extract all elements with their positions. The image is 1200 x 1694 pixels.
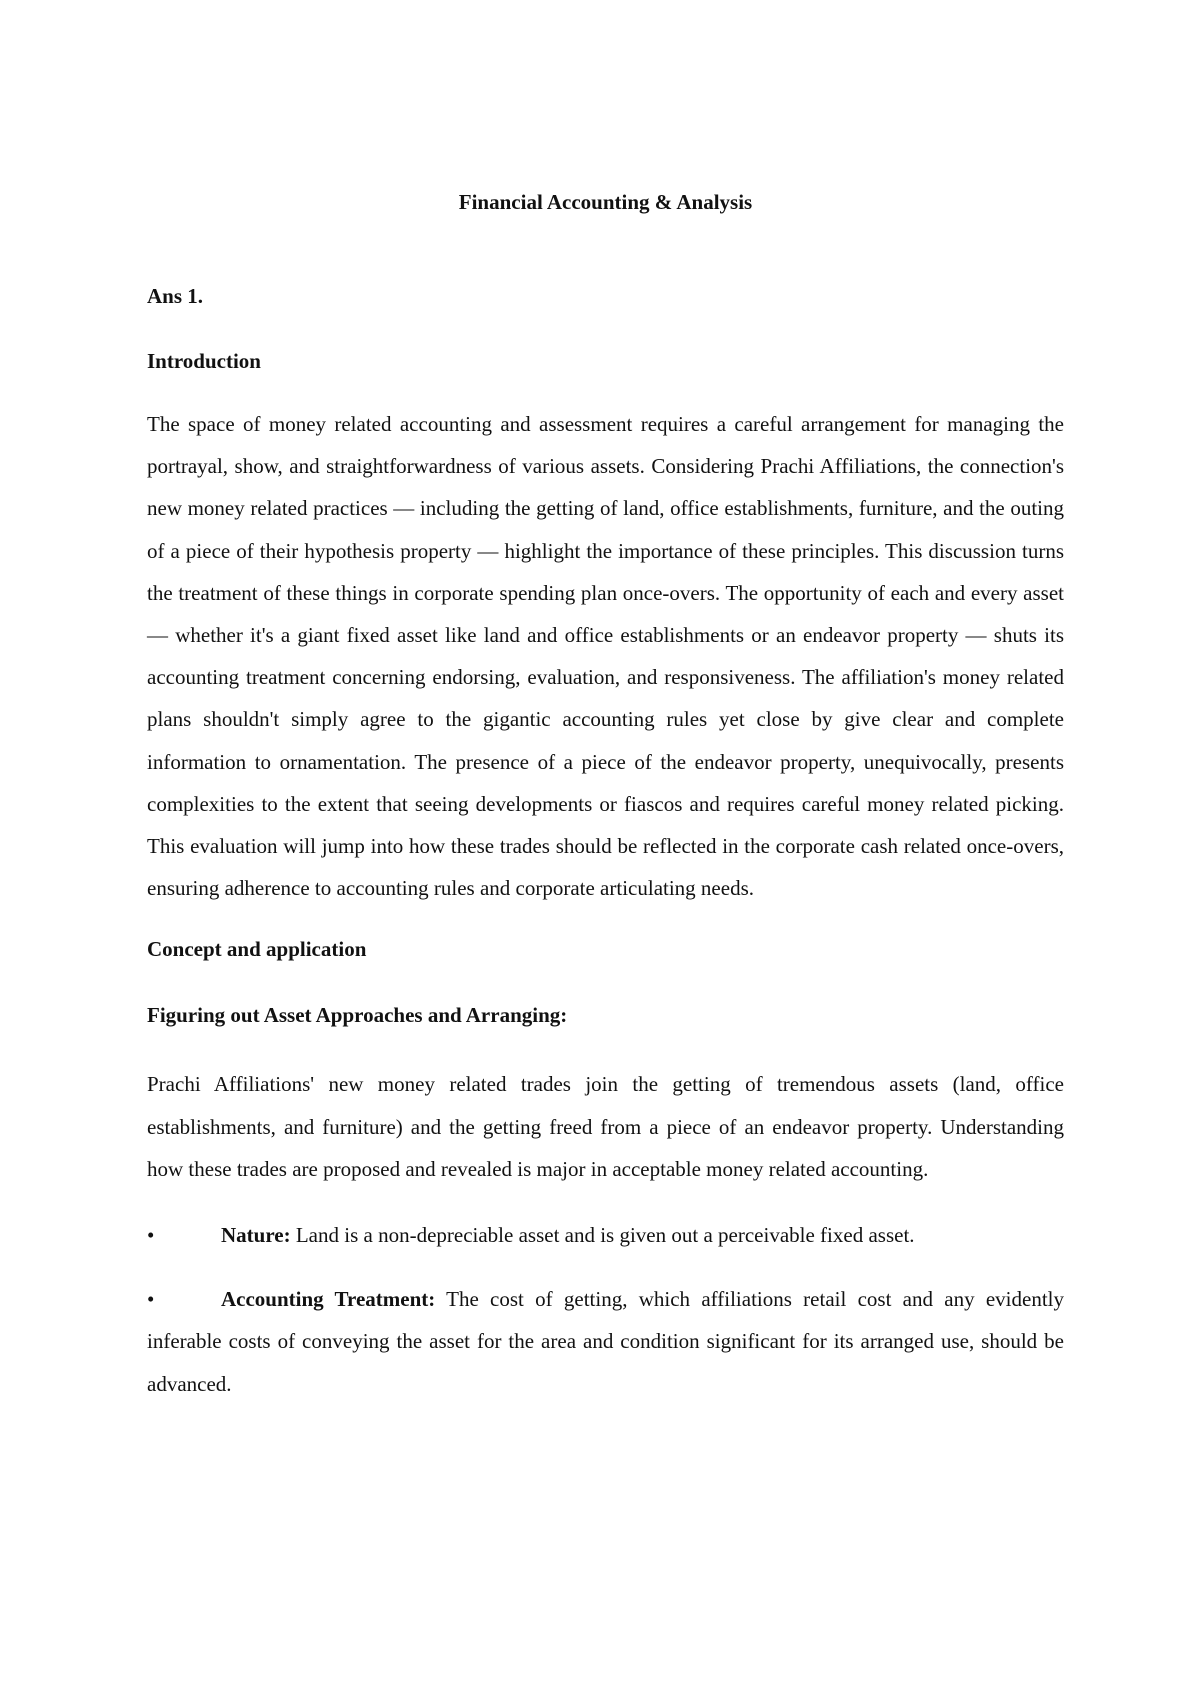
introduction-heading: Introduction	[147, 349, 261, 373]
answer-label: Ans 1.	[147, 284, 204, 308]
bullet-text: Land is a non-depreciable asset and is given out a perceivable fixed asset.	[290, 1223, 915, 1248]
asset-approaches-paragraph: Prachi Affiliations' new money related trades join the getting of tremendous assets (land, office establishments, and furniture) and the getting freed from a piece of an endeavor property. Understanding how these trades are proposed and revealed is major in acceptable money related accounting.	[147, 1072, 1064, 1181]
bullet-label: Nature:	[221, 1223, 291, 1248]
bullet-item-accounting-treatment	[147, 1278, 1064, 1405]
document-body	[147, 186, 1064, 1405]
introduction-paragraph: The space of money related accounting and assessment requires a careful arrangement for managing the portrayal, show, and straightforwardness of various assets. Considering Prachi Affiliations, the connection's new money related practices — including the getting of land, office establishments, furniture, and the outing of a piece of their hypothesis property — highlight the importance of these principles. This discussion turns the treatment of these things in corporate spending plan once-overs. The opportunity of each and every asset — whether it's a giant fixed asset like land and office establishments or an endeavor property — shuts its accounting treatment concerning endorsing, evaluation, and responsiveness. The affiliation's money related plans shouldn't simply agree to the gigantic accounting rules yet close by give clear and complete information to ornamentation. The presence of a piece of the endeavor property, unequivocally, presents complexities to the extent that seeing developments or fiascos and requires careful money related picking. This evaluation will jump into how these trades should be reflected in the corporate cash related once-overs, ensuring adherence to accounting rules and corporate articulating needs.	[147, 412, 1064, 901]
concept-heading: Concept and application	[147, 937, 367, 962]
bullet-icon: •	[147, 1223, 155, 1248]
bullet-icon: •	[147, 1287, 155, 1312]
asset-approaches-subheading: Figuring out Asset Approaches and Arranging:	[147, 1003, 568, 1028]
bullet-label: Accounting Treatment:	[221, 1287, 436, 1312]
bullet-item-nature	[147, 1214, 1064, 1256]
bullet-text: The cost of getting, which affiliations retail cost and any evidently inferable costs of conveying the asset for the area and condition significant for its arranged use, should be advanced.	[147, 1287, 1064, 1396]
document-title: Financial Accounting & Analysis	[458, 190, 753, 214]
